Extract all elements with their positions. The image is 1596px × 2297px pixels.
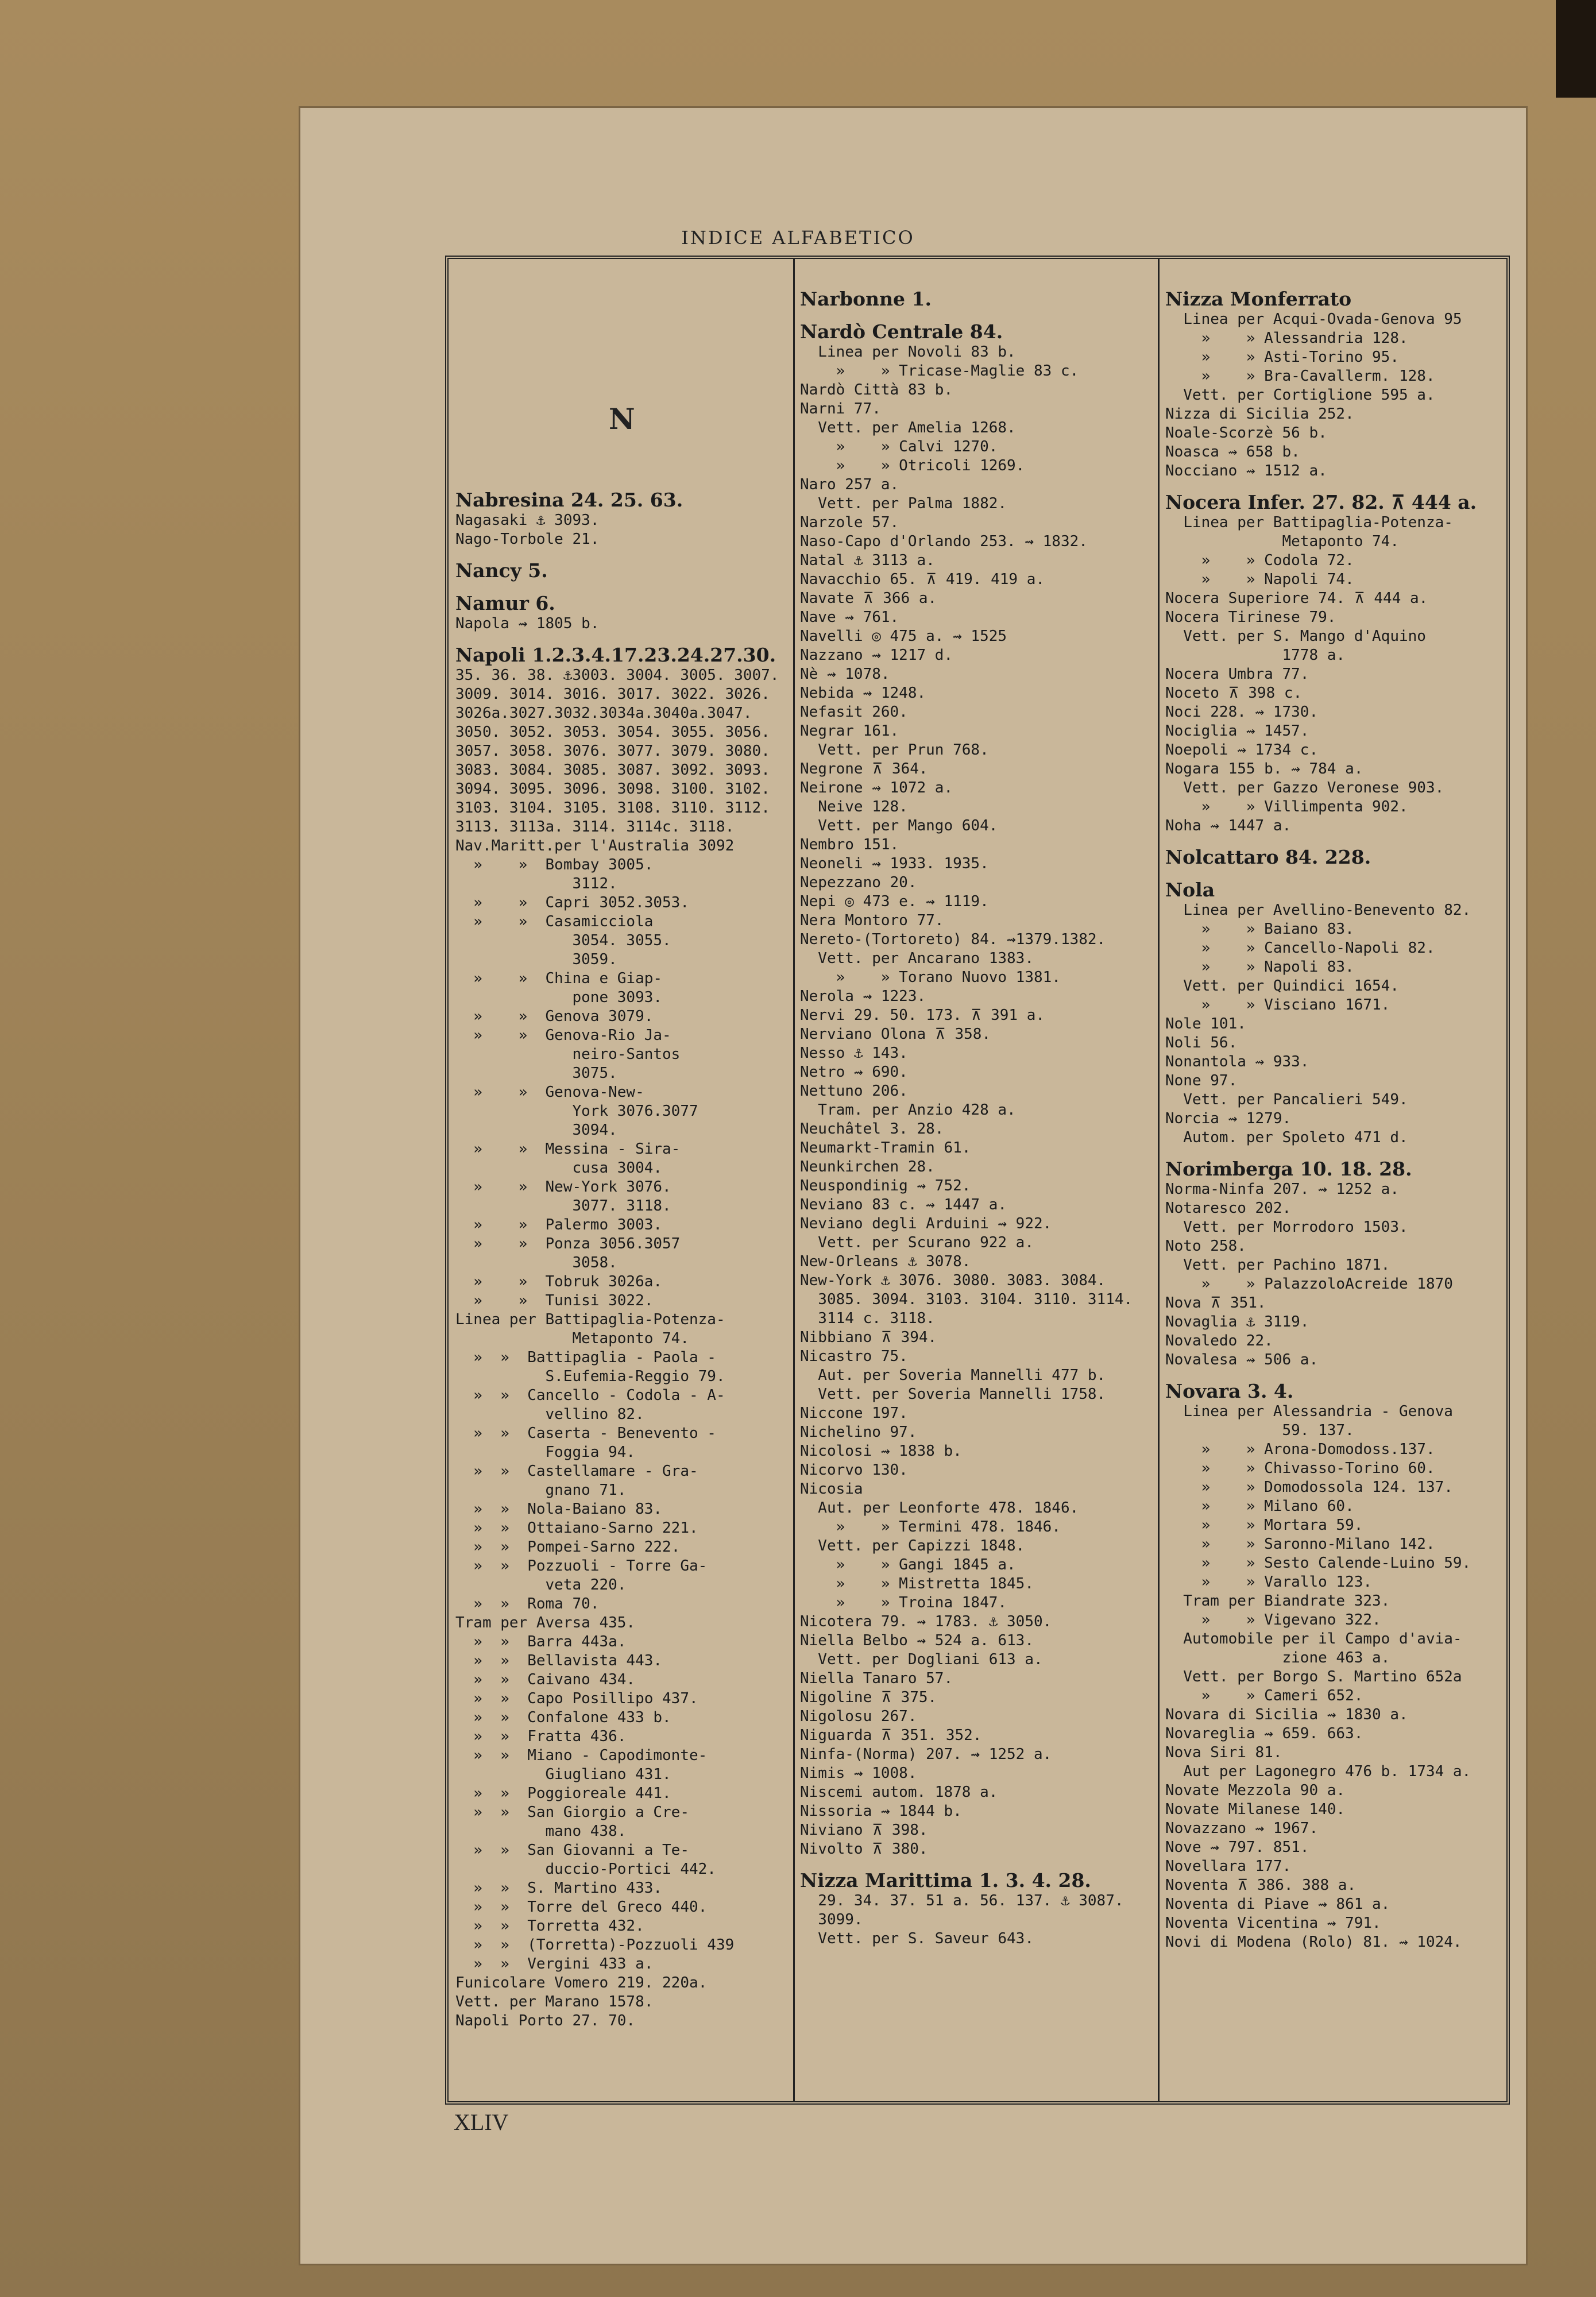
index-headword: Nancy 5. (455, 559, 548, 582)
index-entry: Naro 257 a. (800, 476, 899, 493)
index-entry: Novellara 177. (1165, 1858, 1292, 1875)
index-entry: » » Capo Posillipo 437. (455, 1690, 698, 1707)
index-entry: » » Saronno-Milano 142. (1165, 1536, 1435, 1553)
index-entry: Automobile per il Campo d'avia- (1165, 1630, 1462, 1648)
index-entry: » » Alessandria 128. (1165, 330, 1408, 347)
index-entry: Noasca ⇝ 658 b. (1165, 443, 1300, 461)
index-entry: » » Cancello - Codola - A- (455, 1387, 725, 1404)
index-entry: 35. 36. 38. ⚓3003. 3004. 3005. 3007. (455, 667, 779, 684)
index-entry: » » Messina - Sira- (455, 1140, 681, 1158)
index-entry: » » Caivano 434. (455, 1671, 636, 1688)
index-entry: York 3076.3077 (455, 1103, 698, 1120)
entry-gap (455, 582, 791, 592)
index-entry: » » Genova 3079. (455, 1008, 654, 1025)
index-entry: Niviano ⊼ 398. (800, 1822, 928, 1839)
index-entry: 3094. 3095. 3096. 3098. 3100. 3102. (455, 780, 770, 798)
index-entry: Nivolto ⊼ 380. (800, 1840, 928, 1858)
index-entry: Vett. per S. Saveur 643. (800, 1930, 1034, 1947)
index-entry: Nepi ◎ 473 e. ⇝ 1119. (800, 893, 989, 910)
index-entry: Nigolosu 267. (800, 1708, 917, 1725)
index-entry: Noli 56. (1165, 1034, 1238, 1051)
index-entry: neiro-Santos (455, 1046, 681, 1063)
index-entry: 29. 34. 37. 51 a. 56. 137. ⚓ 3087. (800, 1892, 1124, 1909)
index-entry: » » Baiano 83. (1165, 921, 1354, 938)
index-headword: Nolcattaro 84. 228. (1165, 846, 1371, 868)
index-entry: Nocera Superiore 74. ⊼ 444 a. (1165, 590, 1428, 607)
index-entry: gnano 71. (455, 1482, 627, 1499)
index-entry: Nago-Torbole 21. (455, 531, 600, 548)
index-entry: Vett. per Capizzi 1848. (800, 1537, 1025, 1554)
index-entry: Nagasaki ⚓ 3093. (455, 512, 600, 529)
index-entry: Nera Montoro 77. (800, 912, 944, 929)
index-entry: Niella Tanaro 57. (800, 1670, 953, 1687)
index-entry: Novareglia ⇝ 659. 663. (1165, 1725, 1363, 1742)
index-entry: Vett. per Mango 604. (800, 817, 998, 834)
index-entry: Nebida ⇝ 1248. (800, 685, 926, 702)
index-entry: Noventa ⊼ 386. 388 a. (1165, 1877, 1357, 1894)
index-column-2 (800, 259, 1156, 2101)
index-entry: Nonantola ⇝ 933. (1165, 1053, 1309, 1070)
index-entry: 3075. (455, 1065, 617, 1082)
index-entry: Tram per Biandrate 323. (1165, 1592, 1390, 1610)
index-entry: » » Termini 478. 1846. (800, 1518, 1061, 1536)
index-entry: Vett. per Dogliani 613 a. (800, 1651, 1043, 1668)
index-entry: » » Casamicciola (455, 913, 654, 930)
index-entry: Nerviano Olona ⊼ 358. (800, 1026, 991, 1043)
index-entry: » » Genova-New- (455, 1084, 644, 1101)
index-entry: Noventa di Piave ⇝ 861 a. (1165, 1896, 1390, 1913)
index-entry: » » PalazzoloAcreide 1870 (1165, 1275, 1453, 1293)
index-column-3 (1165, 259, 1507, 2101)
index-entry: S.Eufemia-Reggio 79. (455, 1368, 725, 1385)
index-entry: Noceto ⊼ 398 c. (1165, 685, 1303, 702)
index-entry: Nerola ⇝ 1223. (800, 988, 926, 1005)
index-entry: » » Miano - Capodimonte- (455, 1747, 708, 1764)
index-entry: Niccone 197. (800, 1405, 908, 1422)
index-entry: 3099. (800, 1911, 863, 1928)
index-entry: Tram. per Anzio 428 a. (800, 1101, 1016, 1119)
index-entry: zione 463 a. (1165, 1649, 1390, 1666)
index-entry: Linea per Alessandria - Genova (1165, 1403, 1453, 1420)
column-rule (793, 259, 795, 2101)
index-entry: Aut per Lagonegro 476 b. 1734 a. (1165, 1763, 1471, 1780)
index-entry: Nereto-(Tortoreto) 84. ⇝1379.1382. (800, 931, 1106, 948)
index-entry: » » Chivasso-Torino 60. (1165, 1460, 1435, 1477)
index-entry: Neviano degli Arduini ⇝ 922. (800, 1215, 1052, 1232)
index-entry: » » Bra-Cavallerm. 128. (1165, 368, 1435, 385)
index-entry: » » Troina 1847. (800, 1594, 1007, 1611)
index-entry: Noventa Vicentina ⇝ 791. (1165, 1915, 1381, 1932)
index-entry: » » China e Giap- (455, 970, 663, 987)
index-entry: Narni 77. (800, 400, 881, 417)
index-entry: Nervi 29. 50. 173. ⊼ 391 a. (800, 1007, 1045, 1024)
index-entry: Niella Belbo ⇝ 524 a. 613. (800, 1632, 1034, 1649)
index-entry: Notaresco 202. (1165, 1200, 1292, 1217)
index-entry: Naso-Capo d'Orlando 253. ⇝ 1832. (800, 533, 1088, 550)
index-entry: Vett. per Ancarano 1383. (800, 950, 1034, 967)
index-entry: » » Cancello-Napoli 82. (1165, 939, 1435, 957)
index-entry: Nazzano ⇝ 1217 d. (800, 647, 953, 664)
index-entry: Foggia 94. (455, 1444, 636, 1461)
index-entry: New-Orleans ⚓ 3078. (800, 1253, 971, 1270)
index-entry: Novaglia ⚓ 3119. (1165, 1313, 1309, 1331)
index-headword: Namur 6. (455, 592, 555, 614)
index-entry: Nova ⊼ 351. (1165, 1294, 1266, 1312)
index-entry: Nocera Tirinese 79. (1165, 609, 1336, 626)
index-entry: Vett. per Marano 1578. (455, 1993, 654, 2010)
index-entry: Vett. per Pachino 1871. (1165, 1256, 1390, 1274)
index-entry: 1778 a. (1165, 647, 1346, 664)
index-entry: Niguarda ⊼ 351. 352. (800, 1727, 982, 1744)
entry-gap (455, 633, 791, 644)
index-entry: Natal ⚓ 3113 a. (800, 552, 935, 569)
entry-gap (1165, 1147, 1507, 1158)
index-entry: » » Asti-Torino 95. (1165, 349, 1399, 366)
index-entry: » » Codola 72. (1165, 552, 1354, 569)
index-entry: Nicastro 75. (800, 1348, 908, 1365)
index-entry: » » Tunisi 3022. (455, 1292, 654, 1309)
index-entry: » » Otricoli 1269. (800, 457, 1025, 474)
index-entry: 3050. 3052. 3053. 3054. 3055. 3056. (455, 724, 770, 741)
index-entry: Nardò Città 83 b. (800, 381, 953, 399)
index-entry: Vett. per Amelia 1268. (800, 419, 1016, 436)
index-entry: » » Caserta - Benevento - (455, 1425, 716, 1442)
index-entry: Neviano 83 c. ⇝ 1447 a. (800, 1196, 1007, 1213)
index-entry: Noale-Scorzè 56 b. (1165, 424, 1327, 442)
index-entry: 3094. (455, 1122, 617, 1139)
index-entry: Ninfa-(Norma) 207. ⇝ 1252 a. (800, 1746, 1052, 1763)
index-entry: Neunkirchen 28. (800, 1158, 935, 1175)
index-entry: » » Mortara 59. (1165, 1517, 1363, 1534)
index-entry: Napola ⇝ 1805 b. (455, 615, 600, 632)
index-entry: » » Capri 3052.3053. (455, 894, 689, 911)
index-entry: Linea per Battipaglia-Potenza- (455, 1311, 725, 1328)
index-entry: Norcia ⇝ 1279. (1165, 1110, 1292, 1127)
index-entry: Norma-Ninfa 207. ⇝ 1252 a. (1165, 1181, 1399, 1198)
index-entry: Metaponto 74. (1165, 533, 1399, 550)
entry-gap (800, 310, 1156, 320)
index-entry: 3059. (455, 951, 617, 968)
index-entry: » » Napoli 83. (1165, 958, 1354, 976)
index-entry: Tram per Aversa 435. (455, 1614, 636, 1631)
index-entry: 3114 c. 3118. (800, 1310, 935, 1327)
index-entry: Nembro 151. (800, 836, 899, 853)
index-entry: Nogara 155 b. ⇝ 784 a. (1165, 760, 1363, 778)
index-entry: Vett. per Palma 1882. (800, 495, 1007, 512)
index-entry: 3077. 3118. (455, 1197, 671, 1215)
index-entry: Nocera Umbra 77. (1165, 666, 1309, 683)
index-entry: Aut. per Leonforte 478. 1846. (800, 1499, 1079, 1517)
index-entry: Linea per Battipaglia-Potenza- (1165, 514, 1453, 531)
index-entry: Vett. per Prun 768. (800, 741, 989, 759)
index-entry: » » Nola-Baiano 83. (455, 1501, 663, 1518)
index-entry: » » San Giovanni a Te- (455, 1842, 689, 1859)
index-entry: Nave ⇝ 761. (800, 609, 899, 626)
index-entry: Negrone ⊼ 364. (800, 760, 928, 778)
index-entry: cusa 3004. (455, 1159, 663, 1177)
index-entry: Niscemi autom. 1878 a. (800, 1784, 998, 1801)
index-entry: Novate Mezzola 90 a. (1165, 1782, 1346, 1799)
index-entry: Giugliano 431. (455, 1766, 671, 1783)
index-entry: Vett. per Morrodoro 1503. (1165, 1219, 1408, 1236)
index-entry: 3058. (455, 1254, 617, 1271)
index-entry: Nove ⇝ 797. 851. (1165, 1839, 1309, 1856)
index-entry: » » Battipaglia - Paola - (455, 1349, 716, 1366)
index-entry: Novalesa ⇝ 506 a. (1165, 1351, 1319, 1368)
index-entry: Nociglia ⇝ 1457. (1165, 722, 1309, 740)
index-entry: Vett. per Gazzo Veronese 903. (1165, 779, 1444, 796)
index-entry: » » S. Martino 433. (455, 1880, 663, 1897)
index-entry: » » Ponza 3056.3057 (455, 1235, 681, 1252)
index-entry: Nichelino 97. (800, 1424, 917, 1441)
index-entry: Nav.Maritt.per l'Australia 3092 (455, 837, 735, 854)
index-headword: Novara 3. 4. (1165, 1380, 1294, 1402)
index-entry: » » Sesto Calende-Luino 59. (1165, 1554, 1471, 1572)
index-entry: 3103. 3104. 3105. 3108. 3110. 3112. (455, 799, 770, 817)
index-entry: Noha ⇝ 1447 a. (1165, 817, 1292, 834)
index-entry: Nefasit 260. (800, 703, 908, 721)
index-entry: Negrar 161. (800, 722, 899, 740)
index-entry: Neuspondinig ⇝ 752. (800, 1177, 971, 1194)
index-entry: » » Bombay 3005. (455, 856, 654, 873)
entry-gap (1165, 868, 1507, 879)
index-entry: » » Confalone 433 b. (455, 1709, 671, 1726)
index-entry: 3083. 3084. 3085. 3087. 3092. 3093. (455, 761, 770, 779)
index-entry: Neoneli ⇝ 1933. 1935. (800, 855, 989, 872)
index-entry: Linea per Novoli 83 b. (800, 343, 1016, 361)
running-header: INDICE ALFABETICO (681, 227, 915, 249)
entry-gap (800, 1859, 1156, 1869)
index-entry: » » Genova-Rio Ja- (455, 1027, 671, 1044)
index-entry: Vett. per Borgo S. Martino 652a (1165, 1668, 1462, 1685)
index-entry: Noci 228. ⇝ 1730. (1165, 703, 1319, 721)
index-entry: Nibbiano ⊼ 394. (800, 1329, 937, 1346)
index-entry: 3085. 3094. 3103. 3104. 3110. 3114. (800, 1291, 1133, 1308)
index-entry: » » Roma 70. (455, 1595, 600, 1612)
index-entry: Nocciano ⇝ 1512 a. (1165, 462, 1327, 479)
index-entry: 3113. 3113a. 3114. 3114c. 3118. (455, 818, 735, 836)
entry-gap (455, 549, 791, 559)
index-entry: » » Pompei-Sarno 222. (455, 1538, 681, 1556)
index-entry: 3009. 3014. 3016. 3017. 3022. 3026. (455, 686, 770, 703)
index-entry: Metaponto 74. (455, 1330, 689, 1347)
index-entry: Navate ⊼ 366 a. (800, 590, 937, 607)
index-entry: Vett. per Soveria Mannelli 1758. (800, 1386, 1106, 1403)
page-number: XLIV (454, 2109, 509, 2135)
index-entry: Novazzano ⇝ 1967. (1165, 1820, 1319, 1837)
index-entry: Novara di Sicilia ⇝ 1830 a. (1165, 1706, 1408, 1723)
index-entry: Novaledo 22. (1165, 1332, 1273, 1349)
index-entry: » » Vigevano 322. (1165, 1611, 1381, 1629)
entry-gap (1165, 836, 1507, 846)
index-entry: Neive 128. (800, 798, 908, 815)
index-headword: Napoli 1.2.3.4.17.23.24.27.30. (455, 644, 776, 666)
index-entry: » » Napoli 74. (1165, 571, 1354, 588)
index-entry: Nicorvo 130. (800, 1461, 908, 1479)
index-headword: Nardò Centrale 84. (800, 320, 1003, 343)
index-entry: Vett. per Cortiglione 595 a. (1165, 386, 1435, 404)
section-letter: N (609, 402, 635, 436)
index-frame (445, 256, 1510, 2105)
index-headword: Nocera Infer. 27. 82. ⊼ 444 a. (1165, 491, 1477, 513)
index-entry: 3112. (455, 875, 617, 892)
index-entry: 3057. 3058. 3076. 3077. 3079. 3080. (455, 743, 770, 760)
index-entry: Linea per Avellino-Benevento 82. (1165, 902, 1471, 919)
index-entry: » » Palermo 3003. (455, 1216, 663, 1233)
index-entry: Nimis ⇝ 1008. (800, 1765, 917, 1782)
index-entry: pone 3093. (455, 989, 663, 1006)
entry-gap (1165, 481, 1507, 491)
index-entry: None 97. (1165, 1072, 1238, 1089)
index-entry: Nole 101. (1165, 1015, 1246, 1033)
index-entry: vellino 82. (455, 1406, 644, 1423)
index-entry: Vett. per S. Mango d'Aquino (1165, 628, 1426, 645)
index-entry: Vett. per Pancalieri 549. (1165, 1091, 1408, 1108)
index-entry: Noepoli ⇝ 1734 c. (1165, 741, 1319, 759)
index-entry: Neumarkt-Tramin 61. (800, 1139, 971, 1157)
index-entry: » » Tobruk 3026a. (455, 1273, 663, 1290)
index-entry: » » Cameri 652. (1165, 1687, 1363, 1704)
index-entry: » » Arona-Domodoss.137. (1165, 1441, 1435, 1458)
index-entry: » » Castellamare - Gra- (455, 1463, 698, 1480)
index-entry: » » Tricase-Maglie 83 c. (800, 362, 1079, 380)
index-entry: » » (Torretta)-Pozzuoli 439 (455, 1936, 735, 1954)
index-entry: » » Vergini 433 a. (455, 1955, 654, 1973)
index-headword: Nizza Marittima 1. 3. 4. 28. (800, 1869, 1091, 1892)
index-headword: Norimberga 10. 18. 28. (1165, 1158, 1412, 1180)
index-entry: » » Ottaiano-Sarno 221. (455, 1519, 698, 1537)
index-headword: Narbonne 1. (800, 288, 932, 310)
index-entry: Navelli ◎ 475 a. ⇝ 1525 (800, 628, 1007, 645)
index-entry: » » New-York 3076. (455, 1178, 671, 1196)
index-entry: Nicosia (800, 1480, 863, 1498)
index-entry: » » Calvi 1270. (800, 438, 998, 455)
column-rule (1158, 259, 1160, 2101)
index-entry: Narzole 57. (800, 514, 899, 531)
index-entry: mano 438. (455, 1823, 627, 1840)
index-entry: » » Torre del Greco 440. (455, 1898, 708, 1916)
index-column-1 (455, 259, 791, 2101)
index-entry: Nizza di Sicilia 252. (1165, 405, 1354, 423)
index-entry: Autom. per Spoleto 471 d. (1165, 1129, 1408, 1146)
index-entry: » » Varallo 123. (1165, 1573, 1373, 1591)
index-entry: » » Villimpenta 902. (1165, 798, 1408, 815)
index-entry: Nicolosi ⇝ 1838 b. (800, 1443, 962, 1460)
index-entry: Nissoria ⇝ 1844 b. (800, 1803, 962, 1820)
index-entry: Nettuno 206. (800, 1082, 908, 1100)
index-entry: Nicotera 79. ⇝ 1783. ⚓ 3050. (800, 1613, 1052, 1630)
index-entry: » » Milano 60. (1165, 1498, 1354, 1515)
index-entry: » » Mistretta 1845. (800, 1575, 1034, 1592)
index-entry: » » Torretta 432. (455, 1917, 644, 1935)
index-entry: Nesso ⚓ 143. (800, 1045, 908, 1062)
index-entry: 3026a.3027.3032.3034a.3040a.3047. (455, 705, 752, 722)
index-entry: Nova Siri 81. (1165, 1744, 1282, 1761)
index-entry: Navacchio 65. ⊼ 419. 419 a. (800, 571, 1045, 588)
index-entry: New-York ⚓ 3076. 3080. 3083. 3084. (800, 1272, 1106, 1289)
entry-gap (1165, 1370, 1507, 1380)
index-entry: Noto 258. (1165, 1238, 1246, 1255)
index-headword: Nizza Monferrato (1165, 288, 1352, 310)
index-entry: Vett. per Scurano 922 a. (800, 1234, 1034, 1251)
index-entry: » » Poggioreale 441. (455, 1785, 671, 1802)
index-entry: Netro ⇝ 690. (800, 1064, 908, 1081)
index-entry: 3054. 3055. (455, 932, 671, 949)
index-entry: » » Pozzuoli - Torre Ga- (455, 1557, 708, 1575)
index-entry: » » Torano Nuovo 1381. (800, 969, 1061, 986)
index-entry: Neirone ⇝ 1072 a. (800, 779, 953, 796)
scan-edge (1556, 0, 1596, 98)
index-entry: » » Gangi 1845 a. (800, 1556, 1016, 1573)
index-entry: veta 220. (455, 1576, 627, 1594)
index-entry: » » Fratta 436. (455, 1728, 627, 1745)
index-entry: 59. 137. (1165, 1422, 1354, 1439)
index-entry: Aut. per Soveria Mannelli 477 b. (800, 1367, 1106, 1384)
index-entry: » » Domodossola 124. 137. (1165, 1479, 1453, 1496)
index-entry: Vett. per Quindici 1654. (1165, 977, 1399, 995)
index-entry: Nepezzano 20. (800, 874, 917, 891)
index-entry: duccio-Portici 442. (455, 1861, 716, 1878)
index-entry: Nigoline ⊼ 375. (800, 1689, 937, 1706)
index-headword: Nabresina 24. 25. 63. (455, 489, 683, 511)
index-entry: » » Bellavista 443. (455, 1652, 663, 1669)
index-entry: Neuchâtel 3. 28. (800, 1120, 944, 1138)
index-entry: » » Visciano 1671. (1165, 996, 1390, 1014)
index-entry: Nè ⇝ 1078. (800, 666, 890, 683)
index-entry: » » Barra 443a. (455, 1633, 627, 1650)
index-entry: Napoli Porto 27. 70. (455, 2012, 636, 2029)
index-entry: Novate Milanese 140. (1165, 1801, 1346, 1818)
index-entry: Novi di Modena (Rolo) 81. ⇝ 1024. (1165, 1933, 1462, 1951)
index-entry: Funicolare Vomero 219. 220a. (455, 1974, 708, 1991)
index-headword: Nola (1165, 879, 1215, 901)
index-entry: » » San Giorgio a Cre- (455, 1804, 689, 1821)
index-entry: Linea per Acqui-Ovada-Genova 95 (1165, 311, 1462, 328)
